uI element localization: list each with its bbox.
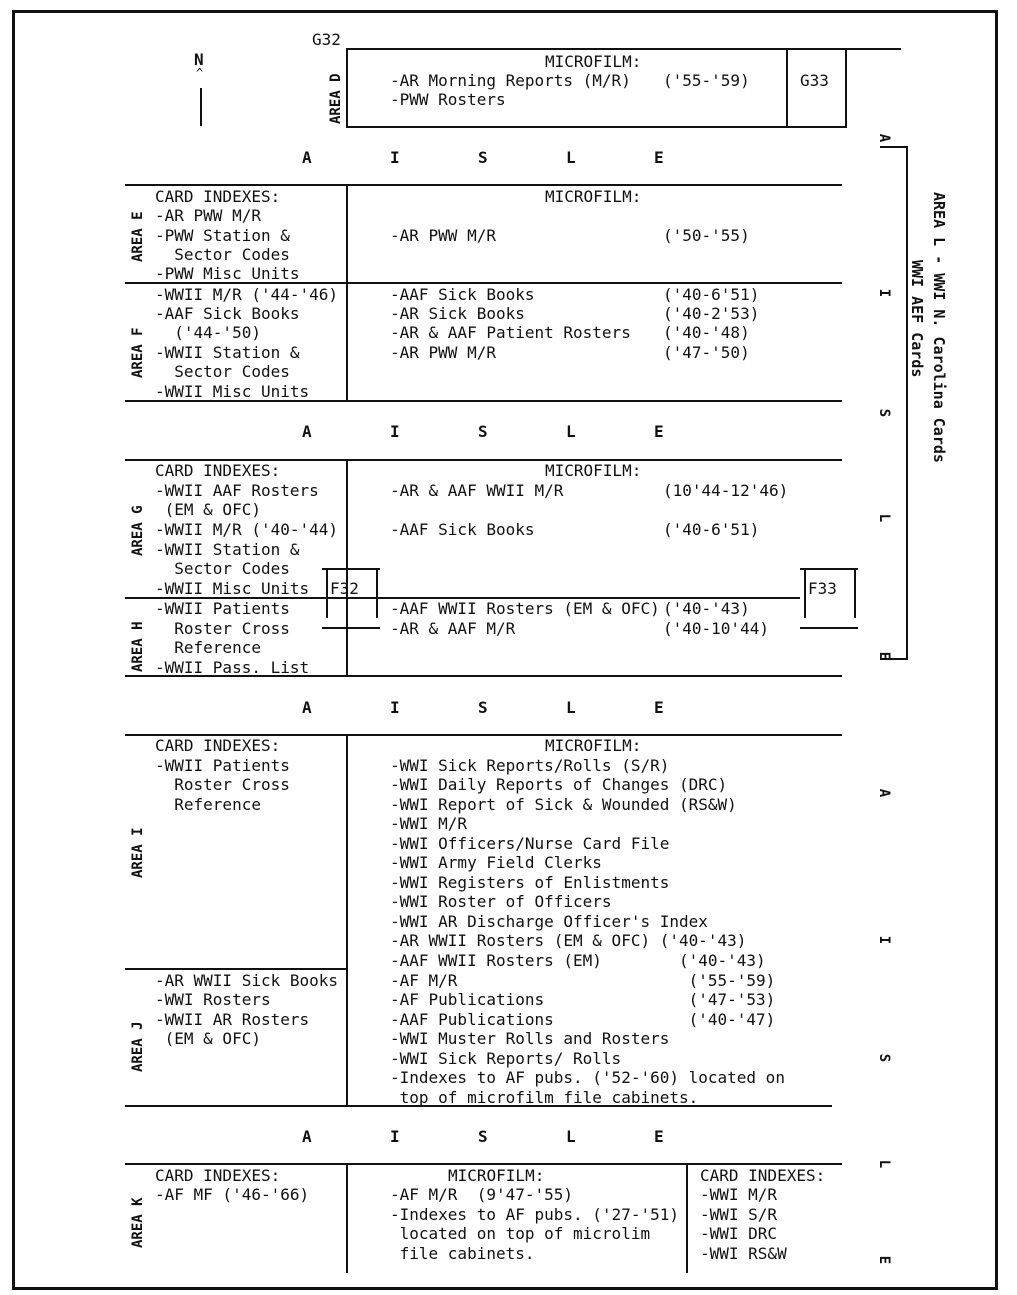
area-h-left-line: Reference xyxy=(155,638,261,657)
area-k-mid-line: located on top of microlim xyxy=(390,1224,651,1243)
north-arrow-icon: ^ xyxy=(196,66,204,80)
area-e-left-line: Sector Codes xyxy=(155,245,290,264)
area-g-left-line: (EM & OFC) xyxy=(155,500,261,519)
area-j-left-line: (EM & OFC) xyxy=(155,1029,261,1048)
north-label: N xyxy=(194,50,204,69)
area-k-right-line: -WWI S/R xyxy=(700,1205,778,1224)
area-i-mid-line: -WWI Registers of Enlistments xyxy=(390,873,670,892)
area-e-left-line: -PWW Misc Units xyxy=(155,264,300,283)
area-f-left-line: -WWII M/R ('44-'46) xyxy=(155,285,339,304)
area-i-left-line: Roster Cross xyxy=(155,775,290,794)
area-i-left-line: CARD INDEXES: xyxy=(155,736,281,755)
area-j-mid-line: -AF M/R ('55-'59) xyxy=(390,971,776,990)
area-k-left-line: CARD INDEXES: xyxy=(155,1166,281,1185)
area-k-mid-line: file cabinets. xyxy=(390,1244,535,1263)
area-j-mid-line: top of microfilm file cabinets. xyxy=(390,1088,699,1107)
area-g-date: ('40-6'51) xyxy=(663,520,760,539)
area-f-left-line: ('44-'50) xyxy=(155,323,261,342)
area-f-date: ('47-'50) xyxy=(663,343,750,362)
area-i-label: AREA I xyxy=(130,827,146,878)
area-f-label: AREA F xyxy=(130,327,146,378)
area-d-header: MICROFILM: xyxy=(545,52,642,71)
area-f-date: ('40-2'53) xyxy=(663,304,760,323)
area-g-mid-line: -AR & AAF WWII M/R xyxy=(390,481,564,500)
area-f-left-line: -AAF Sick Books xyxy=(155,304,300,323)
area-g-date: (10'44-12'46) xyxy=(663,481,789,500)
area-k-left-line: -AF MF ('46-'66) xyxy=(155,1185,310,1204)
g33-label: G33 xyxy=(800,71,829,90)
area-k-right-line: CARD INDEXES: xyxy=(700,1166,826,1185)
area-g-left-line: -WWII Misc Units xyxy=(155,579,310,598)
area-g-left-line: CARD INDEXES: xyxy=(155,461,281,480)
area-i-mid-line: -WWI Army Field Clerks xyxy=(390,853,602,872)
area-e-mid-line: -AR PWW M/R xyxy=(390,226,496,245)
area-f-left-line: -WWII Station & xyxy=(155,343,300,362)
area-h-date: ('40-'43) xyxy=(663,599,750,618)
area-g-left-line: -WWII Station & xyxy=(155,540,300,559)
area-g-mid-line: -AAF Sick Books xyxy=(390,520,535,539)
area-i-left-line: Reference xyxy=(155,795,261,814)
area-i-mid-line: -WWI AR Discharge Officer's Index xyxy=(390,912,708,931)
area-j-left-line: -AR WWII Sick Books xyxy=(155,971,339,990)
area-g-left-line: -WWII AAF Rosters xyxy=(155,481,319,500)
area-j-label: AREA J xyxy=(130,1021,146,1072)
area-i-mid-line: -AR WWII Rosters (EM & OFC) ('40-'43) xyxy=(390,931,747,950)
area-g-left-line: -WWII M/R ('40-'44) xyxy=(155,520,339,539)
area-i-mid-line: -WWI M/R xyxy=(390,814,468,833)
area-g-label: AREA G xyxy=(130,505,146,556)
area-j-mid-line: -AF Publications ('47-'53) xyxy=(390,990,776,1009)
area-h-label: AREA H xyxy=(130,621,146,672)
area-f-date: ('40-'48) xyxy=(663,323,750,342)
area-k-right-line: -WWI M/R xyxy=(700,1185,778,1204)
area-d-line: -AR Morning Reports (M/R) xyxy=(390,71,631,90)
area-f-mid-line: -AR PWW M/R xyxy=(390,343,496,362)
area-k-right-line: -WWI RS&W xyxy=(700,1244,787,1263)
area-e-left-line: -AR PWW M/R xyxy=(155,206,261,225)
area-d-date: ('55-'59) xyxy=(663,71,750,90)
area-k-label: AREA K xyxy=(130,1197,146,1248)
g32-label: G32 xyxy=(312,30,341,49)
area-d-line: -PWW Rosters xyxy=(390,90,506,109)
area-l-title: AREA L - WWI N. Carolina Cards xyxy=(930,192,948,463)
area-h-left-line: -WWII Pass. List xyxy=(155,658,310,677)
area-f-mid-line: -AR & AAF Patient Rosters xyxy=(390,323,631,342)
area-i-header: MICROFILM: xyxy=(545,736,642,755)
area-d-label: AREA D xyxy=(328,73,344,124)
north-line xyxy=(200,88,202,126)
area-h-left-line: -WWII Patients xyxy=(155,599,290,618)
area-e-date: ('50-'55) xyxy=(663,226,750,245)
f33-label: F33 xyxy=(808,579,837,598)
area-e-label: AREA E xyxy=(130,211,146,262)
area-i-mid-line: -WWI Officers/Nurse Card File xyxy=(390,834,670,853)
f32-label: F32 xyxy=(330,579,359,598)
area-e-header: MICROFILM: xyxy=(545,187,642,206)
area-g-header: MICROFILM: xyxy=(545,461,642,480)
area-j-mid-line: -Indexes to AF pubs. ('52-'60) located on xyxy=(390,1068,785,1087)
area-i-left-line: -WWII Patients xyxy=(155,756,290,775)
area-f-date: ('40-6'51) xyxy=(663,285,760,304)
area-l-subtitle: WWI AEF Cards xyxy=(908,260,926,378)
area-i-mid-line: -WWI Report of Sick & Wounded (RS&W) xyxy=(390,795,737,814)
area-f-mid-line: -AR Sick Books xyxy=(390,304,525,323)
area-k-header: MICROFILM: xyxy=(448,1166,545,1185)
area-h-mid-line: -AAF WWII Rosters (EM & OFC) xyxy=(390,599,660,618)
area-j-mid-line: -AAF Publications ('40-'47) xyxy=(390,1010,776,1029)
area-j-left-line: -WWI Rosters xyxy=(155,990,271,1009)
area-g-left-line: Sector Codes xyxy=(155,559,290,578)
area-f-left-line: -WWII Misc Units xyxy=(155,382,310,401)
area-k-right-line: -WWI DRC xyxy=(700,1224,778,1243)
area-f-mid-line: -AAF Sick Books xyxy=(390,285,535,304)
area-i-mid-line: -WWI Roster of Officers xyxy=(390,892,612,911)
area-e-left-line: CARD INDEXES: xyxy=(155,187,281,206)
area-h-date: ('40-10'44) xyxy=(663,619,769,638)
area-j-left-line: -WWII AR Rosters xyxy=(155,1010,310,1029)
area-l-wall xyxy=(906,146,908,660)
area-i-mid-line: -WWI Sick Reports/Rolls (S/R) xyxy=(390,756,670,775)
area-h-mid-line: -AR & AAF M/R xyxy=(390,619,516,638)
area-j-mid-line: -WWI Sick Reports/ Rolls xyxy=(390,1049,622,1068)
area-f-left-line: Sector Codes xyxy=(155,362,290,381)
area-e-left-line: -PWW Station & xyxy=(155,226,290,245)
area-i-mid-line: -WWI Daily Reports of Changes (DRC) xyxy=(390,775,728,794)
area-h-left-line: Roster Cross xyxy=(155,619,290,638)
area-k-mid-line: -AF M/R (9'47-'55) xyxy=(390,1185,574,1204)
area-k-mid-line: -Indexes to AF pubs. ('27-'51) xyxy=(390,1205,679,1224)
area-j-mid-line: -WWI Muster Rolls and Rosters xyxy=(390,1029,670,1048)
area-i-mid-line: -AAF WWII Rosters (EM) ('40-'43) xyxy=(390,951,766,970)
